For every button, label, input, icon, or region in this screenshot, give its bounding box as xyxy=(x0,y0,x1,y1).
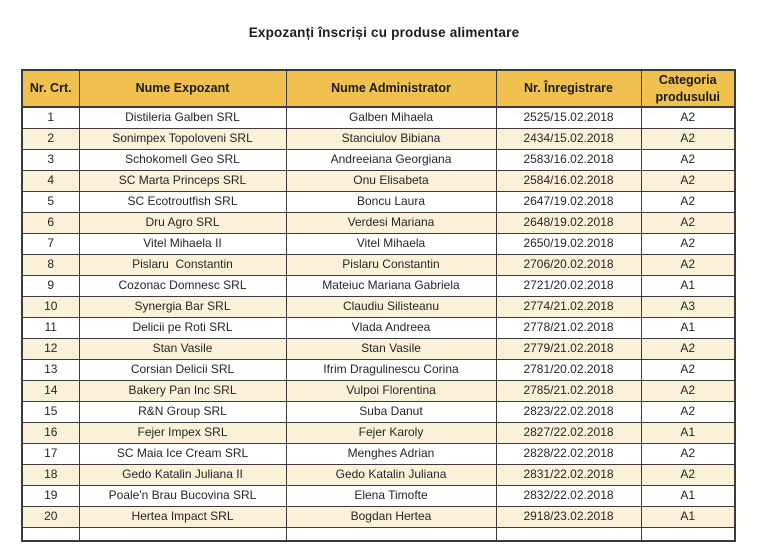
product-category-cell: A2 xyxy=(641,170,735,191)
exhibitor-name-cell: Bakery Pan Inc SRL xyxy=(79,380,286,401)
administrator-name-cell: Fejer Karoly xyxy=(286,422,496,443)
exhibitor-name-cell: Vitel Mihaela II xyxy=(79,233,286,254)
administrator-name-cell: Vlada Andreea xyxy=(286,317,496,338)
product-category-cell: A2 xyxy=(641,212,735,233)
registration-number-cell: 2774/21.02.2018 xyxy=(496,296,641,317)
table-row xyxy=(22,296,735,317)
registration-number-cell: 2918/23.02.2018 xyxy=(496,506,641,527)
row-number-cell: 7 xyxy=(22,233,79,254)
exhibitor-name-cell: Poale'n Brau Bucovina SRL xyxy=(79,485,286,506)
registration-number-cell: 2434/15.02.2018 xyxy=(496,128,641,149)
administrator-name-cell: Pislaru Constantin xyxy=(286,254,496,275)
registration-number-cell: 2827/22.02.2018 xyxy=(496,422,641,443)
column-header-categoria-produsului: Categoria produsului xyxy=(641,70,735,107)
product-category-cell: A2 xyxy=(641,254,735,275)
column-header-nr-inregistrare: Nr. Înregistrare xyxy=(496,70,641,107)
table-row xyxy=(22,149,735,170)
product-category-cell: A1 xyxy=(641,275,735,296)
table-row xyxy=(22,317,735,338)
row-number-cell: 15 xyxy=(22,401,79,422)
product-category-cell: A2 xyxy=(641,149,735,170)
table-row xyxy=(22,485,735,506)
row-number-cell: 3 xyxy=(22,149,79,170)
registration-number-cell: 2648/19.02.2018 xyxy=(496,212,641,233)
administrator-name-cell: Verdesi Mariana xyxy=(286,212,496,233)
administrator-name-cell: Stanciulov Bibiana xyxy=(286,128,496,149)
row-number-cell: 9 xyxy=(22,275,79,296)
empty-cell xyxy=(22,527,79,541)
registration-number-cell: 2583/16.02.2018 xyxy=(496,149,641,170)
registration-number-cell: 2778/21.02.2018 xyxy=(496,317,641,338)
registration-number-cell: 2832/22.02.2018 xyxy=(496,485,641,506)
registration-number-cell: 2823/22.02.2018 xyxy=(496,401,641,422)
row-number-cell: 11 xyxy=(22,317,79,338)
empty-cell xyxy=(286,527,496,541)
registration-number-cell: 2781/20.02.2018 xyxy=(496,359,641,380)
administrator-name-cell: Boncu Laura xyxy=(286,191,496,212)
exhibitor-name-cell: Cozonac Domnesc SRL xyxy=(79,275,286,296)
administrator-name-cell: Galben Mihaela xyxy=(286,107,496,128)
registration-number-cell: 2831/22.02.2018 xyxy=(496,464,641,485)
empty-cell xyxy=(79,527,286,541)
exhibitor-name-cell: Synergia Bar SRL xyxy=(79,296,286,317)
row-number-cell: 13 xyxy=(22,359,79,380)
product-category-cell: A2 xyxy=(641,233,735,254)
product-category-cell: A1 xyxy=(641,506,735,527)
registration-number-cell: 2706/20.02.2018 xyxy=(496,254,641,275)
registration-number-cell: 2650/19.02.2018 xyxy=(496,233,641,254)
administrator-name-cell: Elena Timofte xyxy=(286,485,496,506)
row-number-cell: 1 xyxy=(22,107,79,128)
exhibitor-name-cell: Fejer Impex SRL xyxy=(79,422,286,443)
product-category-cell: A2 xyxy=(641,191,735,212)
table-row xyxy=(22,170,735,191)
row-number-cell: 10 xyxy=(22,296,79,317)
table-row xyxy=(22,212,735,233)
table-row xyxy=(22,233,735,254)
exhibitor-name-cell: Hertea Impact SRL xyxy=(79,506,286,527)
exhibitor-name-cell: Schokomell Geo SRL xyxy=(79,149,286,170)
table-row xyxy=(22,401,735,422)
product-category-cell: A1 xyxy=(641,317,735,338)
table-row xyxy=(22,380,735,401)
table-header-row xyxy=(22,70,735,107)
administrator-name-cell: Vitel Mihaela xyxy=(286,233,496,254)
row-number-cell: 8 xyxy=(22,254,79,275)
administrator-name-cell: Vulpoi Florentina xyxy=(286,380,496,401)
exhibitor-name-cell: R&N Group SRL xyxy=(79,401,286,422)
product-category-cell: A3 xyxy=(641,296,735,317)
empty-cell xyxy=(641,527,735,541)
table-row xyxy=(22,107,735,128)
exhibitor-name-cell: Gedo Katalin Juliana II xyxy=(79,464,286,485)
row-number-cell: 19 xyxy=(22,485,79,506)
administrator-name-cell: Onu Elisabeta xyxy=(286,170,496,191)
column-header-nume-administrator: Nume Administrator xyxy=(286,70,496,107)
administrator-name-cell: Andreeiana Georgiana xyxy=(286,149,496,170)
administrator-name-cell: Mateiuc Mariana Gabriela xyxy=(286,275,496,296)
table-row xyxy=(22,506,735,527)
table-row xyxy=(22,338,735,359)
exhibitor-name-cell: Delicii pe Roti SRL xyxy=(79,317,286,338)
row-number-cell: 18 xyxy=(22,464,79,485)
page-title: Expozanți înscriși cu produse alimentare xyxy=(248,25,520,40)
registration-number-cell: 2525/15.02.2018 xyxy=(496,107,641,128)
row-number-cell: 20 xyxy=(22,506,79,527)
administrator-name-cell: Menghes Adrian xyxy=(286,443,496,464)
row-number-cell: 5 xyxy=(22,191,79,212)
product-category-cell: A2 xyxy=(641,401,735,422)
exhibitor-name-cell: Pislaru Constantin xyxy=(79,254,286,275)
exhibitor-name-cell: Sonimpex Topoloveni SRL xyxy=(79,128,286,149)
exhibitor-name-cell: SC Maia Ice Cream SRL xyxy=(79,443,286,464)
table-row xyxy=(22,464,735,485)
exhibitor-name-cell: Stan Vasile xyxy=(79,338,286,359)
administrator-name-cell: Claudiu Silisteanu xyxy=(286,296,496,317)
table-row-partial xyxy=(22,527,735,541)
exhibitor-name-cell: Corsian Delicii SRL xyxy=(79,359,286,380)
registration-number-cell: 2828/22.02.2018 xyxy=(496,443,641,464)
exhibitor-name-cell: SC Ecotroutfish SRL xyxy=(79,191,286,212)
column-header-nr-crt: Nr. Crt. xyxy=(22,70,79,107)
table-row xyxy=(22,422,735,443)
administrator-name-cell: Gedo Katalin Juliana xyxy=(286,464,496,485)
product-category-cell: A2 xyxy=(641,380,735,401)
registration-number-cell: 2721/20.02.2018 xyxy=(496,275,641,296)
column-header-nume-expozant: Nume Expozant xyxy=(79,70,286,107)
registration-number-cell: 2584/16.02.2018 xyxy=(496,170,641,191)
product-category-cell: A2 xyxy=(641,443,735,464)
product-category-cell: A2 xyxy=(641,338,735,359)
registration-number-cell: 2785/21.02.2018 xyxy=(496,380,641,401)
product-category-cell: A2 xyxy=(641,464,735,485)
product-category-cell: A2 xyxy=(641,128,735,149)
table-row xyxy=(22,275,735,296)
row-number-cell: 14 xyxy=(22,380,79,401)
exhibitor-name-cell: SC Marta Princeps SRL xyxy=(79,170,286,191)
empty-cell xyxy=(496,527,641,541)
row-number-cell: 2 xyxy=(22,128,79,149)
row-number-cell: 12 xyxy=(22,338,79,359)
row-number-cell: 17 xyxy=(22,443,79,464)
table-row xyxy=(22,191,735,212)
exhibitor-name-cell: Dru Agro SRL xyxy=(79,212,286,233)
product-category-cell: A2 xyxy=(641,359,735,380)
exhibitor-name-cell: Distileria Galben SRL xyxy=(79,107,286,128)
product-category-cell: A2 xyxy=(641,107,735,128)
table-row xyxy=(22,254,735,275)
product-category-cell: A1 xyxy=(641,422,735,443)
row-number-cell: 6 xyxy=(22,212,79,233)
table-row xyxy=(22,443,735,464)
table-row xyxy=(22,359,735,380)
administrator-name-cell: Bogdan Hertea xyxy=(286,506,496,527)
administrator-name-cell: Stan Vasile xyxy=(286,338,496,359)
registration-number-cell: 2779/21.02.2018 xyxy=(496,338,641,359)
registration-number-cell: 2647/19.02.2018 xyxy=(496,191,641,212)
row-number-cell: 16 xyxy=(22,422,79,443)
administrator-name-cell: Ifrim Dragulinescu Corina xyxy=(286,359,496,380)
product-category-cell: A1 xyxy=(641,485,735,506)
administrator-name-cell: Suba Danut xyxy=(286,401,496,422)
table-row xyxy=(22,128,735,149)
exhibitors-table xyxy=(21,69,736,542)
row-number-cell: 4 xyxy=(22,170,79,191)
